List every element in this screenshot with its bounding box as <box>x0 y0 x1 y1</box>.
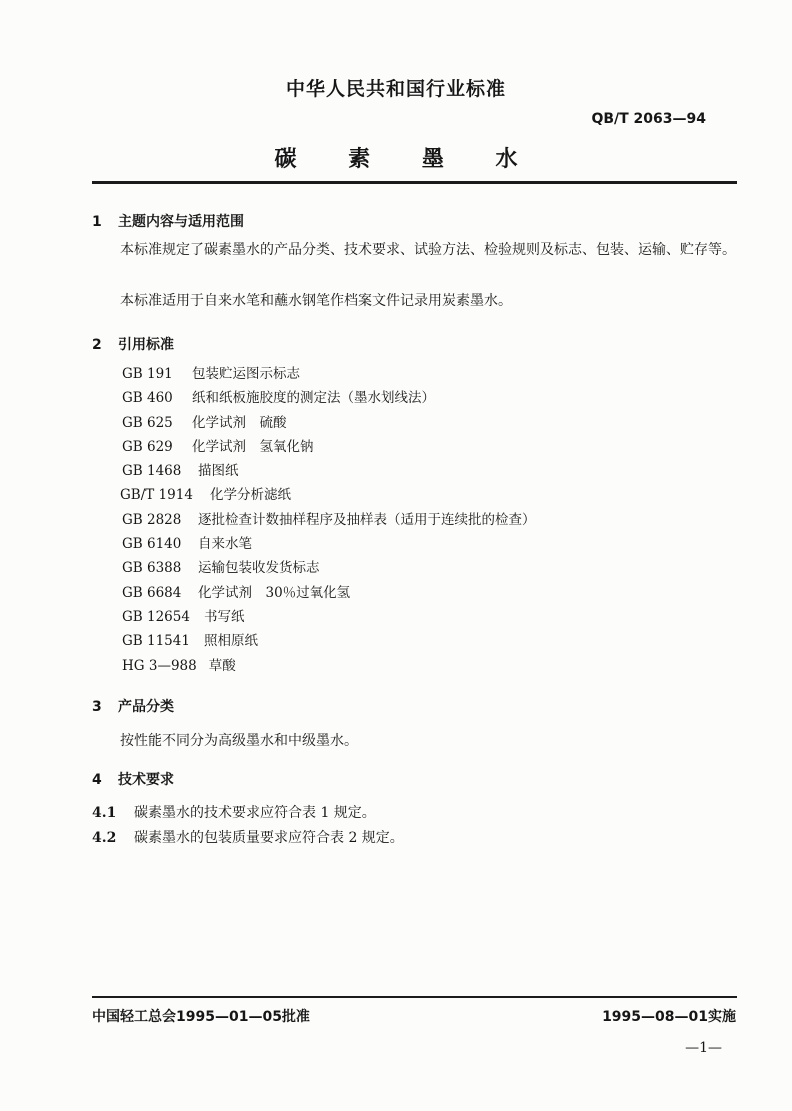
standard-code: QB/T 2063—94 <box>591 111 706 127</box>
section-number: 1 <box>92 214 102 230</box>
reference-title: 自来水笔 <box>198 536 252 553</box>
reference-title: 书写纸 <box>204 608 245 625</box>
reference-title: 包装贮运图示标志 <box>192 366 300 382</box>
reference-row <box>122 654 536 678</box>
document-title: 碳 素 墨 水 <box>274 147 540 172</box>
approval-line: 中国轻工总会1995—01—05批准 <box>92 1009 310 1025</box>
section-3-heading <box>92 696 174 716</box>
reference-row <box>122 459 536 483</box>
reference-title: 纸和纸板施胶度的测定法（墨水划线法） <box>192 390 435 407</box>
reference-row <box>122 411 536 435</box>
reference-code: GB 1468 <box>122 463 182 480</box>
clause-number: 4.2 <box>92 830 117 846</box>
reference-row <box>122 362 536 386</box>
section-number: 3 <box>92 699 102 715</box>
reference-title: 草酸 <box>208 657 236 674</box>
section-number: 4 <box>92 772 102 788</box>
section-title: 产品分类 <box>118 699 174 715</box>
normative-references-list <box>122 362 536 678</box>
page-number: —1— <box>685 1040 722 1056</box>
reference-code: GB 629 <box>122 438 173 455</box>
section-2-heading <box>92 334 174 354</box>
reference-row <box>122 532 536 556</box>
clause-text: 碳素墨水的包装质量要求应符合表 2 规定。 <box>134 830 404 846</box>
reference-title: 照相原纸 <box>204 633 258 650</box>
reference-code: HG 3—988 <box>122 657 197 674</box>
reference-code: GB 2828 <box>122 511 182 528</box>
reference-code: GB 191 <box>122 366 173 382</box>
reference-row <box>122 435 536 459</box>
reference-code: GB 625 <box>122 414 173 431</box>
reference-title: 化学分析滤纸 <box>210 487 291 504</box>
implementation-date: 1995—08—01实施 <box>602 1009 736 1025</box>
standard-category-title: 中华人民共和国行业标准 <box>285 78 506 100</box>
reference-row <box>122 581 536 605</box>
reference-title: 描图纸 <box>198 463 239 480</box>
reference-row <box>122 508 536 532</box>
clause-number: 4.1 <box>92 805 117 821</box>
section-title: 主题内容与适用范围 <box>118 214 244 230</box>
clause-4-2 <box>92 827 404 847</box>
section-number: 2 <box>92 337 102 353</box>
reference-code: GB 460 <box>122 390 173 407</box>
clause-text: 碳素墨水的技术要求应符合表 1 规定。 <box>134 805 376 821</box>
reference-code: GB/T 1914 <box>120 487 193 504</box>
section-3-paragraph: 按性能不同分为高级墨水和中级墨水。 <box>120 733 358 749</box>
reference-title: 化学试剂 氢氧化钠 <box>192 438 314 455</box>
reference-code: GB 11541 <box>122 633 190 650</box>
reference-row <box>122 629 536 653</box>
reference-title: 化学试剂 30％过氧化氢 <box>198 584 351 601</box>
reference-code: GB 6388 <box>122 560 182 577</box>
section-1-paragraph-2: 本标准适用于自来水笔和蘸水钢笔作档案文件记录用炭素墨水。 <box>120 293 512 309</box>
section-1-paragraph-1 <box>92 238 737 263</box>
clause-4-1 <box>92 802 376 822</box>
reference-title: 化学试剂 硫酸 <box>192 414 287 431</box>
reference-title: 运输包装收发货标志 <box>198 560 320 577</box>
reference-row <box>122 386 536 410</box>
reference-code: GB 6140 <box>122 536 182 553</box>
section-title: 引用标准 <box>118 337 174 353</box>
reference-row <box>122 556 536 580</box>
header-divider <box>92 181 737 184</box>
footer-divider <box>92 996 737 998</box>
reference-title: 逐批检查计数抽样程序及抽样表（适用于连续批的检查） <box>198 511 536 528</box>
section-1-heading <box>92 211 244 231</box>
section-title: 技术要求 <box>118 772 174 788</box>
section-4-heading <box>92 769 174 789</box>
reference-code: GB 6684 <box>122 584 182 601</box>
paragraph-text: 本标准规定了碳素墨水的产品分类、技术要求、试验方法、检验规则及标志、包装、运输、贮存等。 <box>120 242 736 258</box>
reference-code: GB 12654 <box>122 608 190 625</box>
reference-row <box>122 605 536 629</box>
reference-row <box>120 483 536 507</box>
